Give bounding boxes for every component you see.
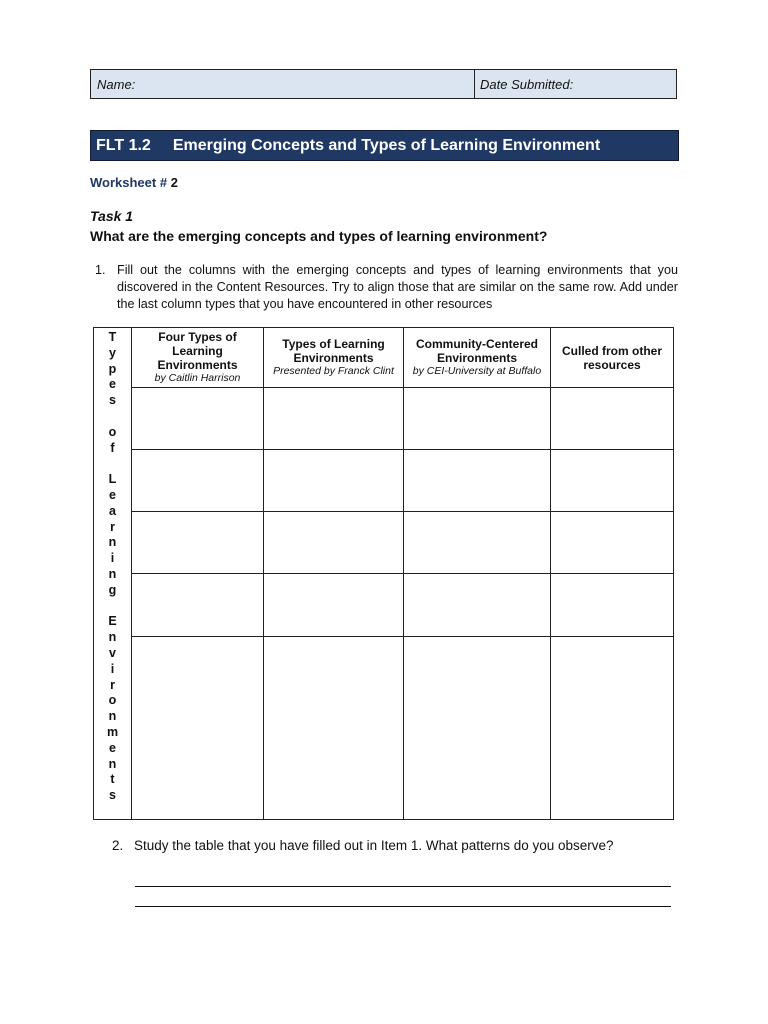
- table-cell[interactable]: [404, 388, 551, 450]
- section-title-bar: [90, 130, 679, 161]
- table-cell[interactable]: [404, 450, 551, 512]
- answer-line[interactable]: [135, 876, 671, 887]
- answer-line[interactable]: [135, 896, 671, 907]
- table-cell[interactable]: [132, 637, 264, 820]
- table-cell[interactable]: [404, 512, 551, 574]
- name-date-bar: [90, 69, 677, 99]
- answer-lines[interactable]: [135, 876, 671, 916]
- item-number: 1.: [95, 263, 106, 277]
- table-cell[interactable]: [404, 637, 551, 820]
- date-submitted-label: Date Submitted:: [480, 76, 574, 92]
- worksheet-label: [90, 175, 178, 190]
- column-header: [551, 328, 674, 388]
- column-subtitle: by CEI-University at Buffalo: [412, 365, 542, 377]
- table-cell[interactable]: [551, 388, 674, 450]
- item-text: Study the table that you have filled out in Item 1. What patterns do you observe?: [134, 838, 614, 853]
- table-cell[interactable]: [264, 574, 404, 637]
- section-title: Emerging Concepts and Types of Learning Environment: [172, 136, 601, 154]
- column-subtitle: Presented by Franck Clint: [273, 365, 394, 377]
- item-text: Fill out the columns with the emerging concepts and types of learning environments that you discovered in the Content Resources. Try to align those that are similar on the same row. Add under the last column types that you have encountered in other resources: [117, 263, 678, 311]
- learning-environments-table: [93, 327, 674, 820]
- table-cell[interactable]: [551, 512, 674, 574]
- table-row: [94, 512, 674, 574]
- instruction-item-2: [112, 838, 614, 853]
- worksheet-label-text: Worksheet #: [90, 175, 171, 190]
- column-header: [264, 328, 404, 388]
- column-title: Community-Centered Environments: [415, 337, 538, 365]
- table-cell[interactable]: [132, 512, 264, 574]
- column-header: [132, 328, 264, 388]
- table-cell[interactable]: [132, 450, 264, 512]
- side-label: T y p e s o f L e a r n i n g E n v i r o n m e n t s: [106, 330, 119, 803]
- side-label-cell: [94, 328, 132, 820]
- table-cell[interactable]: [132, 388, 264, 450]
- column-title: Types of Learning Environments: [282, 337, 385, 365]
- worksheet-number: 2: [170, 175, 178, 190]
- table-row: [94, 574, 674, 637]
- table-cell[interactable]: [132, 574, 264, 637]
- item-number: 2.: [112, 838, 124, 853]
- task-heading: Task 1: [90, 208, 134, 224]
- table-row: [94, 450, 674, 512]
- column-header: [404, 328, 551, 388]
- column-subtitle: by Caitlin Harrison: [154, 372, 241, 384]
- table-cell[interactable]: [551, 637, 674, 820]
- table-cell[interactable]: [404, 574, 551, 637]
- column-title: Four Types of Learning Environments: [157, 330, 238, 372]
- section-code: FLT 1.2: [96, 136, 151, 154]
- table-cell[interactable]: [551, 450, 674, 512]
- date-submitted-field[interactable]: [475, 70, 676, 98]
- table-cell[interactable]: [264, 450, 404, 512]
- table-cell[interactable]: [264, 637, 404, 820]
- column-title: Culled from other resources: [561, 343, 662, 372]
- table-cell[interactable]: [551, 574, 674, 637]
- name-label: Name:: [97, 76, 136, 92]
- table-row: [94, 637, 674, 820]
- name-field[interactable]: [91, 70, 475, 98]
- table-cell[interactable]: [264, 388, 404, 450]
- table-cell[interactable]: [264, 512, 404, 574]
- instruction-item-1: [95, 262, 678, 313]
- table-row: [94, 388, 674, 450]
- task-question: What are the emerging concepts and types of learning environment?: [90, 228, 548, 244]
